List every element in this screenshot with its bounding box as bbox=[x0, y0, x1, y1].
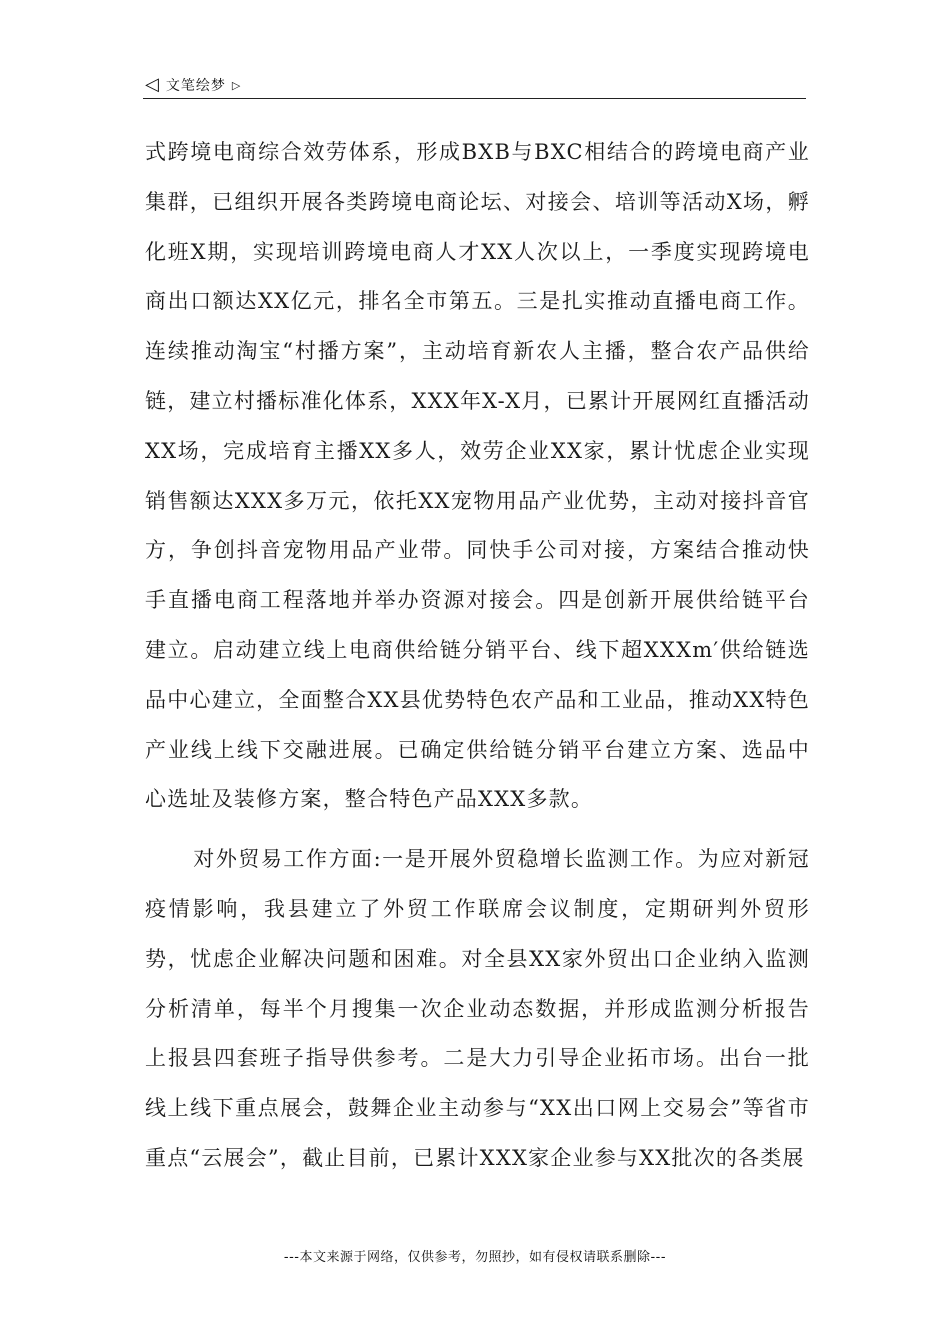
triangle-right-outline-icon: ▷ bbox=[231, 78, 242, 92]
page-header bbox=[145, 73, 805, 97]
header-divider bbox=[143, 98, 806, 99]
paragraph-ecommerce: 式跨境电商综合效劳体系，形成BXB与BXC相结合的跨境电商产业集群，已组织开展各类跨境电商论坛、对接会、培训等活动X场，孵化班X期，实现培训跨境电商人才XX人次以上，一季度实现跨境电商出口额达XX亿元，排名全市第五。三是扎实推动直播电商工作。连续推动淘宝“村播方案”，主动培育新农人主播，整合农产品供给链，建立村播标准化体系，XXX年X-X月，已累计开展网红直播活动XX场，完成培育主播XX多人，效劳企业XX家，累计忧虑企业实现销售额达XXX多万元，依托XX宠物用品产业优势，主动对接抖音官方，争创抖音宠物用品产业带。同快手公司对接，方案结合推动快手直播电商工程落地并举办资源对接会。四是创新开展供给链平台建立。启动建立线上电商供给链分销平台、线下超XXXm′供给链选品中心建立，全面整合XX县优势特色农产品和工业品，推动XX特色产业线上线下交融进展。已确定供给链分销平台建立方案、选品中心选址及装修方案，整合特色产品XXX多款。 bbox=[145, 140, 810, 812]
triangle-left-outline-icon: ◁ bbox=[145, 74, 160, 95]
document-body bbox=[145, 128, 810, 1184]
footer-notice: ---本文来源于网络，仅供参考，勿照抄，如有侵权请联系删除--- bbox=[283, 1250, 667, 1265]
brand-name: 文笔绘梦 bbox=[165, 78, 226, 94]
paragraph-foreign-trade: 对外贸易工作方面:一是开展外贸稳增长监测工作。为应对新冠疫情影响，我县建立了外贸工作联席会议制度，定期研判外贸形势，忧虑企业解决问题和困难。对全县XX家外贸出口企业纳入监测分析清单，每半个月搜集一次企业动态数据，并形成监测分析报告上报县四套班子指导供参考。二是大力引导企业拓市场。出台一批线上线下重点展会，鼓舞企业主动参与“XX出口网上交易会”等省市重点“云展会”，截止目前，已累计XXX家企业参与XX批次的各类展 bbox=[145, 847, 810, 1170]
